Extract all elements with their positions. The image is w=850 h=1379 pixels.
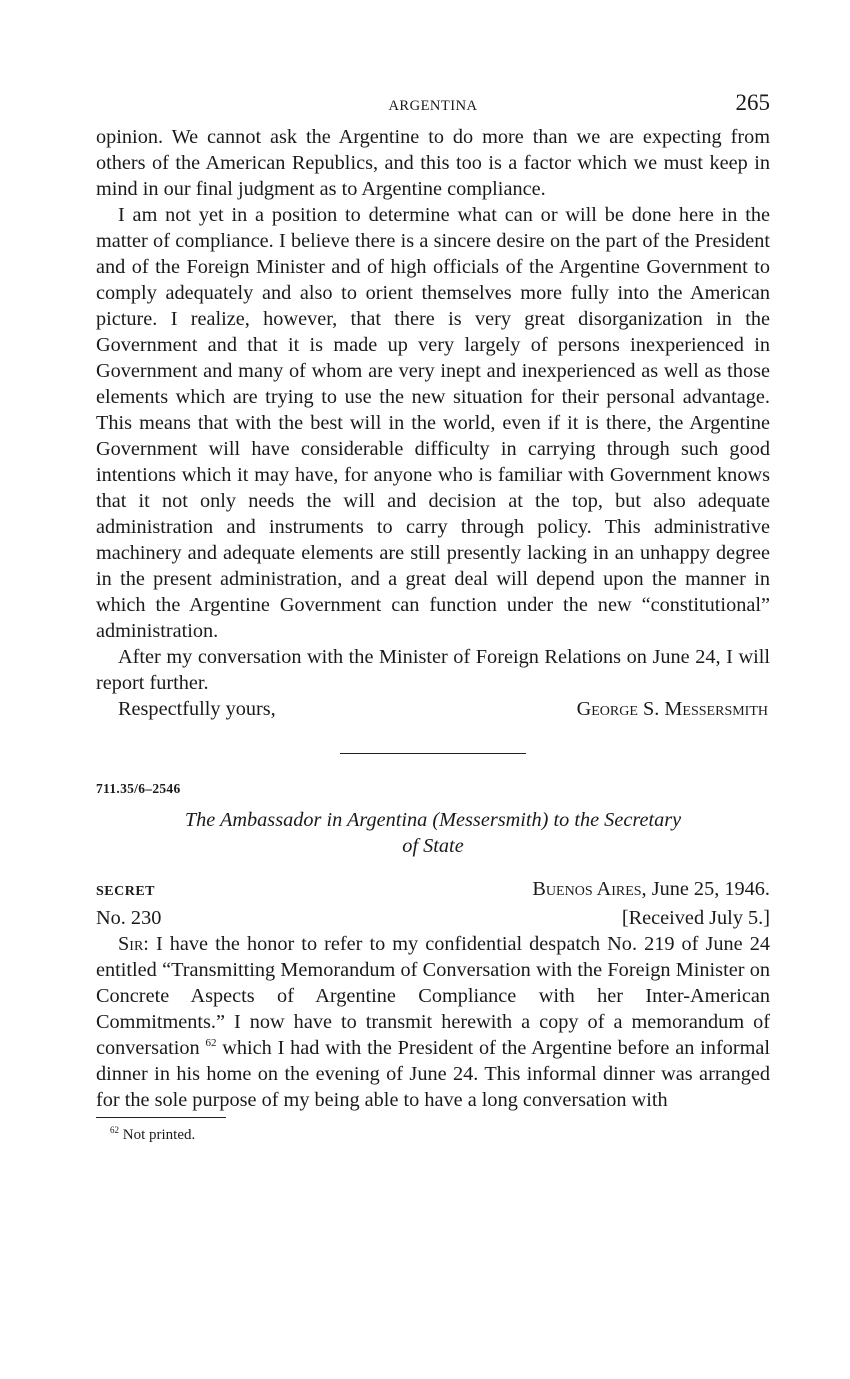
- heading-line-2: of State: [402, 835, 464, 857]
- footnote-divider: [96, 1117, 226, 1118]
- footnote-text: Not printed.: [119, 1127, 196, 1143]
- footnote-marker: 62: [110, 1125, 119, 1135]
- salutation: Sir: [118, 933, 144, 955]
- running-title: ARGENTINA: [388, 98, 478, 114]
- file-number: 711.35/6–2546: [96, 781, 181, 796]
- classification: SECRET: [96, 884, 156, 899]
- heading-line-1: The Ambassador in Argentina (Messersmith) to the Secretary: [184, 809, 682, 831]
- despatch-body: [96, 931, 770, 1113]
- paragraph-report-further: After my conversation with the Minister of Foreign Relations on June 24, I will report further.: [96, 646, 770, 694]
- paragraph-compliance: I am not yet in a position to determine what can or will be done here in the matter of compliance. I believe there is a sincere desire on the part of the President and of the Foreign Minister and of high officials of the Argentine Government to comply adequately and also to orient themselves more fully into the American picture. I realize, however, that there is very great disorganization in the Government and that it is made up very largely of persons inexperienced in Government and many of whom are very inept and inexperienced as well as those elements which are trying to use the new situation for their personal advantage. This means that with the best will in the world, even if it is there, the Argentine Government will have considerable difficulty in carrying through such good intentions which it may have, for anyone who is familiar with Government knows that it not only needs the will and decision at the top, but also adequate administration and instruments to carry through policy. This administrative machinery and adequate elements are still presently lacking in an unhappy degree in the present administration, and a great deal will depend upon the manner in which the Argentine Government can function under the new “constitutional” administration.: [96, 204, 770, 642]
- footnote: [96, 1125, 770, 1145]
- document-heading: [96, 807, 770, 859]
- place: Buenos Aires: [532, 878, 642, 900]
- document-page: [96, 90, 770, 1145]
- body-part-1: : I have the honor to refer to my confidential despatch No. 219 of June 24 entitled “Transmitting Memorandum of Conversation with the Foreign Minister on Concrete Aspects of Argentine Compliance with her Inter-American Commitments.” I now have to transmit herewith a copy of a memorandum of conversation: [96, 933, 770, 1059]
- paragraph-continued: opinion. We cannot ask the Argentine to do more than we are expecting from others of the American Republics, and this too is a factor which we must keep in mind in our final judgment as to Argentine compliance.: [96, 126, 770, 200]
- footnote-ref: 62: [205, 1037, 217, 1050]
- signoff: [96, 696, 770, 722]
- date: , June 25, 1946.: [641, 878, 770, 900]
- section-divider: [340, 753, 526, 754]
- body-part-2: which I had with the President of the Argentine before an informal dinner in his home on the evening of June 24. This informal dinner was arranged for the sole purpose of my being able to have a long conversation with: [96, 1037, 771, 1111]
- running-head: [96, 90, 770, 124]
- meta-row-number: [96, 905, 770, 931]
- place-date: [532, 876, 770, 902]
- page-number: 265: [735, 90, 770, 115]
- signature: George S. Messersmith: [576, 698, 768, 720]
- meta-row-classification: [96, 876, 770, 905]
- closing: Respectfully yours,: [118, 698, 276, 720]
- despatch-number: No. 230: [96, 907, 162, 929]
- received-date: [Received July 5.]: [621, 907, 770, 929]
